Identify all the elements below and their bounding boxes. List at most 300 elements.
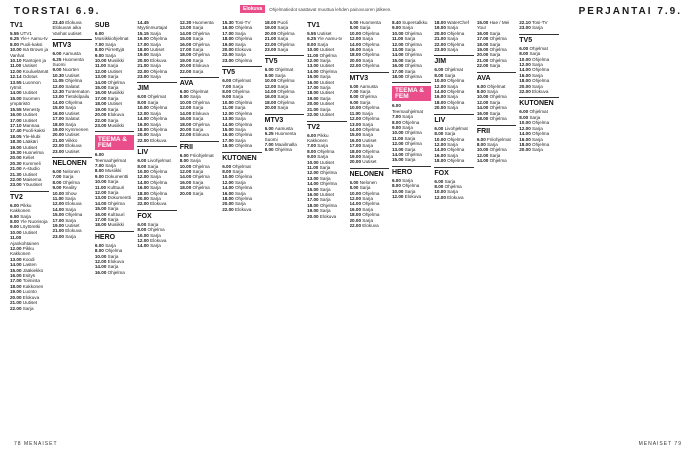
programme-item: 8.00 Sarja <box>519 114 541 120</box>
programme-time: 11.05 <box>52 78 65 84</box>
programme-time: 10.00 <box>52 190 66 196</box>
programme-item: 19.00 Sarja <box>264 25 289 31</box>
programme-item: 6.00 Ohjelmat <box>222 163 251 169</box>
programme-time: 6.00 <box>264 125 275 131</box>
programme-item: 15.00 Sarja <box>307 186 331 192</box>
programme-time: 6.00 <box>137 221 148 227</box>
programme-time: 12.00 <box>52 201 66 207</box>
programme-item: 22.00 Ohjelma <box>137 68 168 74</box>
programme-time: 11.00 <box>391 36 405 42</box>
programme-item: 9.00 Sarja <box>307 154 329 160</box>
programme-item: 8.00 Sarja <box>179 94 201 100</box>
programme-time: 10.00 <box>94 179 108 185</box>
programme-time: 21.00 <box>264 36 278 42</box>
programme-time: 16.00 <box>94 269 108 275</box>
programme-time: 11.00 <box>391 135 405 141</box>
programme-time: 20.00 <box>476 52 490 58</box>
programme-time: 18.30 <box>10 139 23 145</box>
programme-item: 9.00 Dokumentti <box>94 173 129 179</box>
programme-time: 14.00 <box>434 147 448 153</box>
programme-item: 19.00 Kymmenen <box>52 126 89 132</box>
programme-time: 14.00 <box>94 79 108 85</box>
programme-time: 17.00 <box>10 117 23 123</box>
channel-divider <box>222 66 261 67</box>
programme-item: 6.00 Friiohjelmat <box>179 152 214 158</box>
programme-item: 12.00 Sarja <box>94 189 119 195</box>
programme-time: 12.00 <box>476 152 490 158</box>
programme-item: 8.00 Sarja <box>519 51 541 57</box>
programme-time: 14.00 <box>391 151 405 157</box>
programme-item: 10.00 Show <box>52 190 77 196</box>
programme-item: 11.05 Ohjelma <box>52 78 83 84</box>
programme-item: 8.00 Ohjelma <box>52 179 80 185</box>
programme-time: 22.00 <box>476 63 490 69</box>
programme-item: 22.00 Ohjelma <box>434 41 465 47</box>
programme-item: 23.00 Yöuutiset <box>10 182 42 188</box>
programme-item: 16.00 Uutiset <box>307 79 335 85</box>
programme-item: 10.30 Uutiset <box>52 72 80 78</box>
programme-item: 19.00 Sarja <box>434 25 458 31</box>
channel-divider <box>52 39 91 40</box>
programme-item: 17.00 Sarja <box>94 217 119 222</box>
programme-time: 17.00 <box>94 95 108 101</box>
programme-item: 10.00 Ohjelma <box>349 30 380 36</box>
programme-item: 16.00 Ohjelma <box>222 132 253 138</box>
programme-item: 14.00 Sarja <box>52 206 76 212</box>
programme-item: 10.00 Ohjelma <box>391 30 422 36</box>
programme-time: 18.00 <box>476 41 490 47</box>
programme-item: 21.00 Sarja <box>434 36 458 42</box>
programme-time: 15.15 <box>137 30 151 36</box>
programme-time: 8.00 <box>307 148 318 154</box>
programme-time: 16.00 <box>179 179 193 185</box>
programme-item: 19.00 Sarja <box>179 57 204 63</box>
programme-item: 14.00 Ohjelma <box>94 200 125 206</box>
programme-time: 10.00 <box>222 174 235 180</box>
programme-item: 11.00 Uutiset <box>10 63 37 69</box>
channel-heading: LIV <box>137 149 149 157</box>
programme-time: 7.00 <box>264 141 275 147</box>
programme-time: 19.00 <box>434 25 448 31</box>
programme-time: 16.00 <box>94 90 108 96</box>
programme-time: 22.00 <box>10 176 23 182</box>
programme-time: 8.00 <box>476 89 488 95</box>
programme-time: 14.00 <box>476 158 490 164</box>
programme-item: 12.00 Ohjelma <box>391 41 422 47</box>
programme-time: 21.00 <box>52 228 66 234</box>
programme-item: 17.00 Salatut <box>52 116 80 122</box>
programme-item: 13.00 Sarja <box>222 116 246 122</box>
programme-item: 12.00 Elokuva <box>137 238 167 243</box>
programme-item: 6.00 Ohjelmat <box>476 83 506 89</box>
programme-item: 16.00 Uutiset <box>52 110 80 116</box>
programme-item: Elokuvan aika <box>52 25 82 31</box>
programme-time: 12.00 <box>434 194 448 200</box>
programme-item: 10.00 Ohjelma <box>519 120 550 126</box>
programme-time: 20.00 <box>179 126 193 132</box>
programme-item: 16.00 Sarja <box>434 94 458 100</box>
programme-item: 20.00 Elokuva <box>10 294 40 300</box>
programme-time: 6.00 <box>519 109 530 115</box>
programme-item: 6.00 Teemaohjelmat <box>94 152 127 163</box>
programme-time: 23.00 <box>52 148 66 154</box>
programme-item: 20.00 Elokuva <box>222 47 252 53</box>
programme-time: 8.00 <box>94 47 106 53</box>
programme-time: 10.00 <box>476 147 490 153</box>
programme-item: 6.00 Sarja <box>137 221 159 227</box>
programme-time: 22.00 <box>434 41 448 47</box>
programme-time: 20.00 <box>264 30 278 36</box>
programme-time: 12.00 <box>391 141 405 147</box>
channel-divider <box>392 82 431 83</box>
programme-item: 8.00 Ohjelma <box>434 183 462 189</box>
programme-time: 14.00 <box>94 200 108 206</box>
programme-time: 11.00 <box>349 110 363 116</box>
channel-heading: MTV3 <box>52 42 72 50</box>
programme-item: 22.00 Sarja <box>94 117 119 123</box>
programme-time: 15.00 <box>222 126 235 132</box>
programme-item: 23.00 Ohjelma <box>222 57 253 63</box>
channel-divider <box>519 34 558 35</box>
programme-item: 15.00 Sarja <box>307 74 331 80</box>
right-page-footer: MENAISET 79 <box>638 441 682 447</box>
programme-time: 22.10 <box>519 20 533 25</box>
programme-item: 11.00 Sarja <box>391 135 416 141</box>
programme-item: 14.00 Sarja <box>94 264 119 270</box>
programme-item: 13.00 Sarja <box>391 146 416 152</box>
programme-time: 22.00 <box>137 68 151 74</box>
programme-time: 18.00 <box>307 90 320 96</box>
programme-time: 16.00 <box>137 185 151 191</box>
programme-time: 17.00 <box>307 85 320 91</box>
channel-heading: AVA <box>476 74 491 82</box>
programme-item: 20.00 Uutiset <box>52 132 80 138</box>
programme-time: 12.00 <box>137 238 151 243</box>
programme-time: 6.00 <box>476 136 488 142</box>
programme-time: 15.00 <box>10 95 23 101</box>
programme-time: 7.00 <box>349 89 360 95</box>
programme-item: 6.00 Teemaohjelmat <box>391 103 424 114</box>
programme-item: 16.00 Uutiset <box>10 112 38 118</box>
programme-time: 16.00 <box>519 72 533 78</box>
programme-time: 6.00 <box>94 31 104 36</box>
programme-item: 6.00 Pikku Kakkonen <box>10 202 32 214</box>
programme-time: 22.00 <box>222 206 235 212</box>
programme-item: 12.00 Elokuva <box>52 201 82 207</box>
programme-item: 6.00 Friiohjelmat <box>476 136 511 142</box>
programme-item: 21.00 A-studio <box>10 166 40 172</box>
programme-time: 16.00 <box>476 30 490 36</box>
programme-time: 12.00 <box>391 41 405 47</box>
programme-time: 21.00 <box>434 36 448 42</box>
schedule-column <box>52 20 91 436</box>
programme-item: 13.00 Dokumentti <box>94 195 131 201</box>
programme-time: 6.00 <box>94 242 106 248</box>
programme-item: 6.25 Huomenta Suomi <box>52 56 84 68</box>
programme-item: 8.00 Sarja <box>434 72 456 78</box>
programme-time: 8.00 <box>349 25 360 31</box>
channel-heading: TV1 <box>10 22 23 29</box>
programme-time: 15.00 <box>391 57 405 63</box>
programme-item: 22.00 Elokuva <box>519 89 549 95</box>
programme-item: 14.00 Ohjelma <box>349 126 380 132</box>
programme-time: 10.00 <box>391 30 405 36</box>
programme-time: 9.00 <box>391 25 403 31</box>
programme-item: 10.00 Ohjelma <box>179 99 210 105</box>
programme-item: 22.10 Tosi-TV <box>519 20 548 25</box>
schedule-columns <box>10 20 686 436</box>
programme-item: 8.00 Ohjelma <box>137 227 165 233</box>
channel-heading: FOX <box>434 169 449 177</box>
programme-time: 21.00 <box>307 106 320 112</box>
programme-item: 10.00 Ohjelma <box>222 99 253 105</box>
programme-item: 18.00 Ohjelma <box>476 116 507 122</box>
programme-item: 8.00 Ohjelma <box>264 147 292 153</box>
programme-time: 8.00 <box>137 163 148 169</box>
schedule-column <box>307 20 346 436</box>
programme-time: 12.00 <box>519 62 533 68</box>
programme-item: 15.15 Sarja <box>137 30 161 36</box>
programme-item: 14.00 Ohjelma <box>179 174 210 180</box>
programme-item: 15.00 Jääkiekko <box>10 267 44 273</box>
channel-divider <box>265 55 304 56</box>
programme-item: 10.00 Ohjelma <box>264 78 295 84</box>
programme-time: 8.00 <box>349 94 360 100</box>
programme-item: 19.00 Sarja <box>307 95 331 101</box>
programme-item: 16.00 Sarja <box>519 72 543 78</box>
programme-time: 12.00 <box>307 170 320 176</box>
programme-item: 12.00 Sarja <box>349 195 374 201</box>
programme-time: 16.00 <box>179 41 193 47</box>
programme-time: 23.00 <box>434 47 448 53</box>
programme-time: 12.30 <box>52 89 66 95</box>
programme-item: 18.00 Ohjelma <box>349 212 380 218</box>
schedule-column <box>222 20 261 436</box>
programme-time: 19.00 <box>222 41 235 47</box>
programme-time: 12.00 <box>52 83 66 89</box>
programme-time: 5.55 <box>10 31 21 36</box>
programme-time: 10.00 <box>519 56 533 62</box>
programme-time: 18.00 <box>264 99 278 105</box>
programme-item: 18.00 Puoli <box>264 20 288 25</box>
programme-item: 20.00 Sarja <box>179 190 204 196</box>
programme-item: 10.00 Sarja <box>434 189 458 195</box>
programme-item: 12.00 Sarja <box>519 62 543 68</box>
programme-time: 19.30 <box>10 149 23 155</box>
programme-time: 22.00 <box>137 137 151 143</box>
programme-time: 16.00 <box>476 110 490 116</box>
programme-time: 15.55 <box>10 106 23 112</box>
programme-time: 21.00 <box>137 63 151 69</box>
programme-time: 14.00 <box>52 206 66 212</box>
programme-item: 12.00 Elokuva <box>391 193 422 199</box>
programme-time: 20.30 <box>10 160 23 166</box>
programme-item: 8.00 Sarja <box>137 99 159 105</box>
programme-time: 9.00 <box>349 99 360 105</box>
programme-time: 6.00 <box>52 168 63 174</box>
programme-item: 20.00 Ohjelma <box>434 30 465 36</box>
programme-item: 22.00 Elokuva <box>349 223 379 228</box>
programme-item: 10.00 Musiikki <box>94 58 124 64</box>
schedule-column <box>180 20 219 436</box>
programme-item: 19.00 Sarja <box>307 208 331 214</box>
programme-time: 14.00 <box>10 90 23 96</box>
left-day-heading: TORSTAI 6.9. <box>14 6 101 17</box>
programme-time: 10.00 <box>264 78 278 84</box>
programme-item: 23.00 Sarja <box>137 74 161 80</box>
channel-heading: TV5 <box>519 36 533 44</box>
programme-time: 8.40 <box>391 20 403 25</box>
programme-item: 8.00 Ohjelma <box>391 119 420 125</box>
programme-time: 18.00 <box>519 78 533 84</box>
programme-time: 23.00 <box>264 47 278 53</box>
programme-item: 21.00 Sarja <box>137 63 161 69</box>
programme-time: 14.00 <box>434 89 448 95</box>
programme-item: 14.00 Ohjelma <box>52 99 83 105</box>
channel-heading: MTV3 <box>264 116 284 124</box>
programme-time: 7.00 <box>391 114 403 120</box>
programme-item: 12.00 Sarja <box>179 105 204 111</box>
channel-heading: FRII <box>476 127 491 135</box>
programme-time: 18.00 <box>222 143 235 149</box>
programme-time: 18.00 <box>434 158 448 164</box>
programme-item: 10.00 Sarja <box>94 179 119 185</box>
channel-heading: AVA <box>179 80 194 88</box>
programme-item: 17.00 Ohjelma <box>476 36 507 42</box>
programme-item: 14.00 Ohjelma <box>519 67 550 73</box>
programme-time: 10.00 <box>137 168 151 174</box>
programme-item: 15.00 Sarja <box>94 206 119 212</box>
programme-item: 8.00 Sarja <box>137 163 159 169</box>
programme-item: 12.00 Sarja <box>434 83 458 89</box>
programme-item: 12.00 Sarja <box>307 58 331 64</box>
channel-heading: TEEMA & FEM <box>392 86 431 101</box>
channel-divider <box>434 55 473 56</box>
programme-time: 6.00 <box>391 177 403 183</box>
programme-time: 16.00 <box>222 190 235 196</box>
programme-item: 18.00 Ohjelma <box>307 202 337 208</box>
programme-time: 18.00 <box>264 20 278 25</box>
channel-heading: KUTONEN <box>519 100 554 108</box>
programme-item: 22.00 Maisema <box>10 176 42 182</box>
programme-item: 14.00 Ohjelma <box>307 181 337 187</box>
programme-item: 12.00 Ohjelma <box>391 141 422 147</box>
programme-item: 7.00 Sarja <box>52 174 74 180</box>
programme-time: 18.00 <box>476 116 490 122</box>
programme-item: 15.00 Sarja <box>391 157 416 163</box>
programme-item: 15.00 Sarja <box>94 85 119 91</box>
programme-time: 22.00 <box>349 63 363 69</box>
programme-item: 12.30 Huomenta <box>179 20 214 25</box>
programme-time: 22.00 <box>349 223 363 228</box>
programme-item: 15.30 Tosi-TV <box>222 20 251 25</box>
programme-item: 8.00 Puoli-kaksi <box>10 41 43 47</box>
programme-item: 20.00 Elokuva <box>137 57 167 63</box>
programme-item: 14.00 Ohjelma <box>222 185 253 191</box>
programme-item: 6.00 Sarja <box>434 178 456 184</box>
programme-item: 10.00 Uutiset <box>10 229 38 235</box>
programme-time: 11.00 <box>307 164 320 170</box>
programme-time: 8.00 <box>179 158 190 164</box>
programme-time: 13.00 <box>391 47 405 53</box>
programme-time: 9.00 <box>10 224 21 230</box>
programme-item: 22.00 Sarja <box>179 68 204 74</box>
programme-time: 8.00 <box>264 72 275 78</box>
programme-item: 18.00 Ohjelma <box>434 99 465 105</box>
programme-item: 12.00 Uutiset <box>94 68 122 74</box>
channel-heading: KUTONEN <box>222 154 257 162</box>
programme-item: 15.00 Sarja <box>52 105 76 111</box>
programme-time: 12.00 <box>179 168 193 174</box>
programme-time: 6.00 <box>264 67 275 73</box>
right-day-heading: PERJANTAI 7.9. <box>578 6 682 17</box>
programme-time: 6.00 <box>179 152 190 158</box>
programme-time: 6.00 <box>519 45 530 51</box>
programme-time: 8.00 <box>434 131 445 137</box>
programme-time: 18.00 <box>519 141 533 147</box>
programme-item: 8.00 Sarja <box>476 141 498 147</box>
programme-item: 16.00 Sarja <box>179 116 204 122</box>
programme-item: 16.00 Ohjelma <box>222 25 253 31</box>
programme-time: 12.00 <box>137 174 151 180</box>
programme-time: 12.00 <box>349 195 363 201</box>
programme-time: 20.00 <box>307 101 320 107</box>
programme-time: 9.00 <box>222 94 233 100</box>
programme-item: 14.00 Ohjelma <box>179 30 210 36</box>
programme-item: 22.00 Ohjelma <box>264 41 295 47</box>
programme-item: 14.00 Ohjelma <box>222 121 253 127</box>
programme-item: 10.00 Sarja <box>94 253 119 259</box>
programme-item: 16.00 Sarja <box>222 190 246 196</box>
schedule-column <box>434 20 473 436</box>
programme-time: 8.00 <box>476 141 488 147</box>
programme-item: 14.00 Ohjelma <box>476 105 507 111</box>
channel-heading: TV2 <box>10 193 23 201</box>
programme-time: 8.00 <box>519 114 530 120</box>
channel-divider <box>52 157 91 158</box>
channel-heading: HERO <box>391 168 413 176</box>
programme-time: 14.45 <box>137 20 149 25</box>
programme-time: 6.00 <box>222 78 233 84</box>
programme-time: 19.00 <box>476 47 490 53</box>
programme-time: 8.00 <box>264 147 275 153</box>
programme-time: 19.00 <box>264 25 278 31</box>
programme-time: 20.00 <box>434 30 448 36</box>
programme-time: 10.00 <box>222 99 235 105</box>
programme-time: 16.00 <box>179 116 193 122</box>
programme-item: 11.00 Sarja <box>52 195 76 201</box>
programme-item: 6.00 Sarja <box>94 242 116 248</box>
programme-time: 14.00 <box>307 181 320 187</box>
programme-time: 21.30 <box>10 171 23 177</box>
programme-item: 7.00 Maailmalla <box>264 141 297 147</box>
programme-time: 12.00 <box>94 68 108 74</box>
programme-item: 18.00 Sarja <box>476 41 501 47</box>
programme-item: 14.00 Ohjelma <box>349 41 380 47</box>
programme-time: 22.00 <box>222 52 235 58</box>
programme-item: 15.00 Hae / Mei Your <box>476 20 510 31</box>
programme-item: 8.00 Sarja <box>349 25 371 31</box>
programme-item: 8.00 Piirrettyjä <box>94 47 125 53</box>
programme-item: 18.00 Ohjelma <box>222 36 253 42</box>
programme-time: 12.00 <box>10 246 23 252</box>
programme-time: 12.00 <box>434 141 448 147</box>
programme-item: 14.00 Ohjelma <box>307 68 337 74</box>
programme-item: 8.00 Ohjelma <box>349 94 377 100</box>
programme-item: 10.00 Ohjelma <box>222 174 253 180</box>
programme-time: 19.00 <box>10 289 23 295</box>
programme-item: 14.00 Ohjelma <box>137 116 168 122</box>
